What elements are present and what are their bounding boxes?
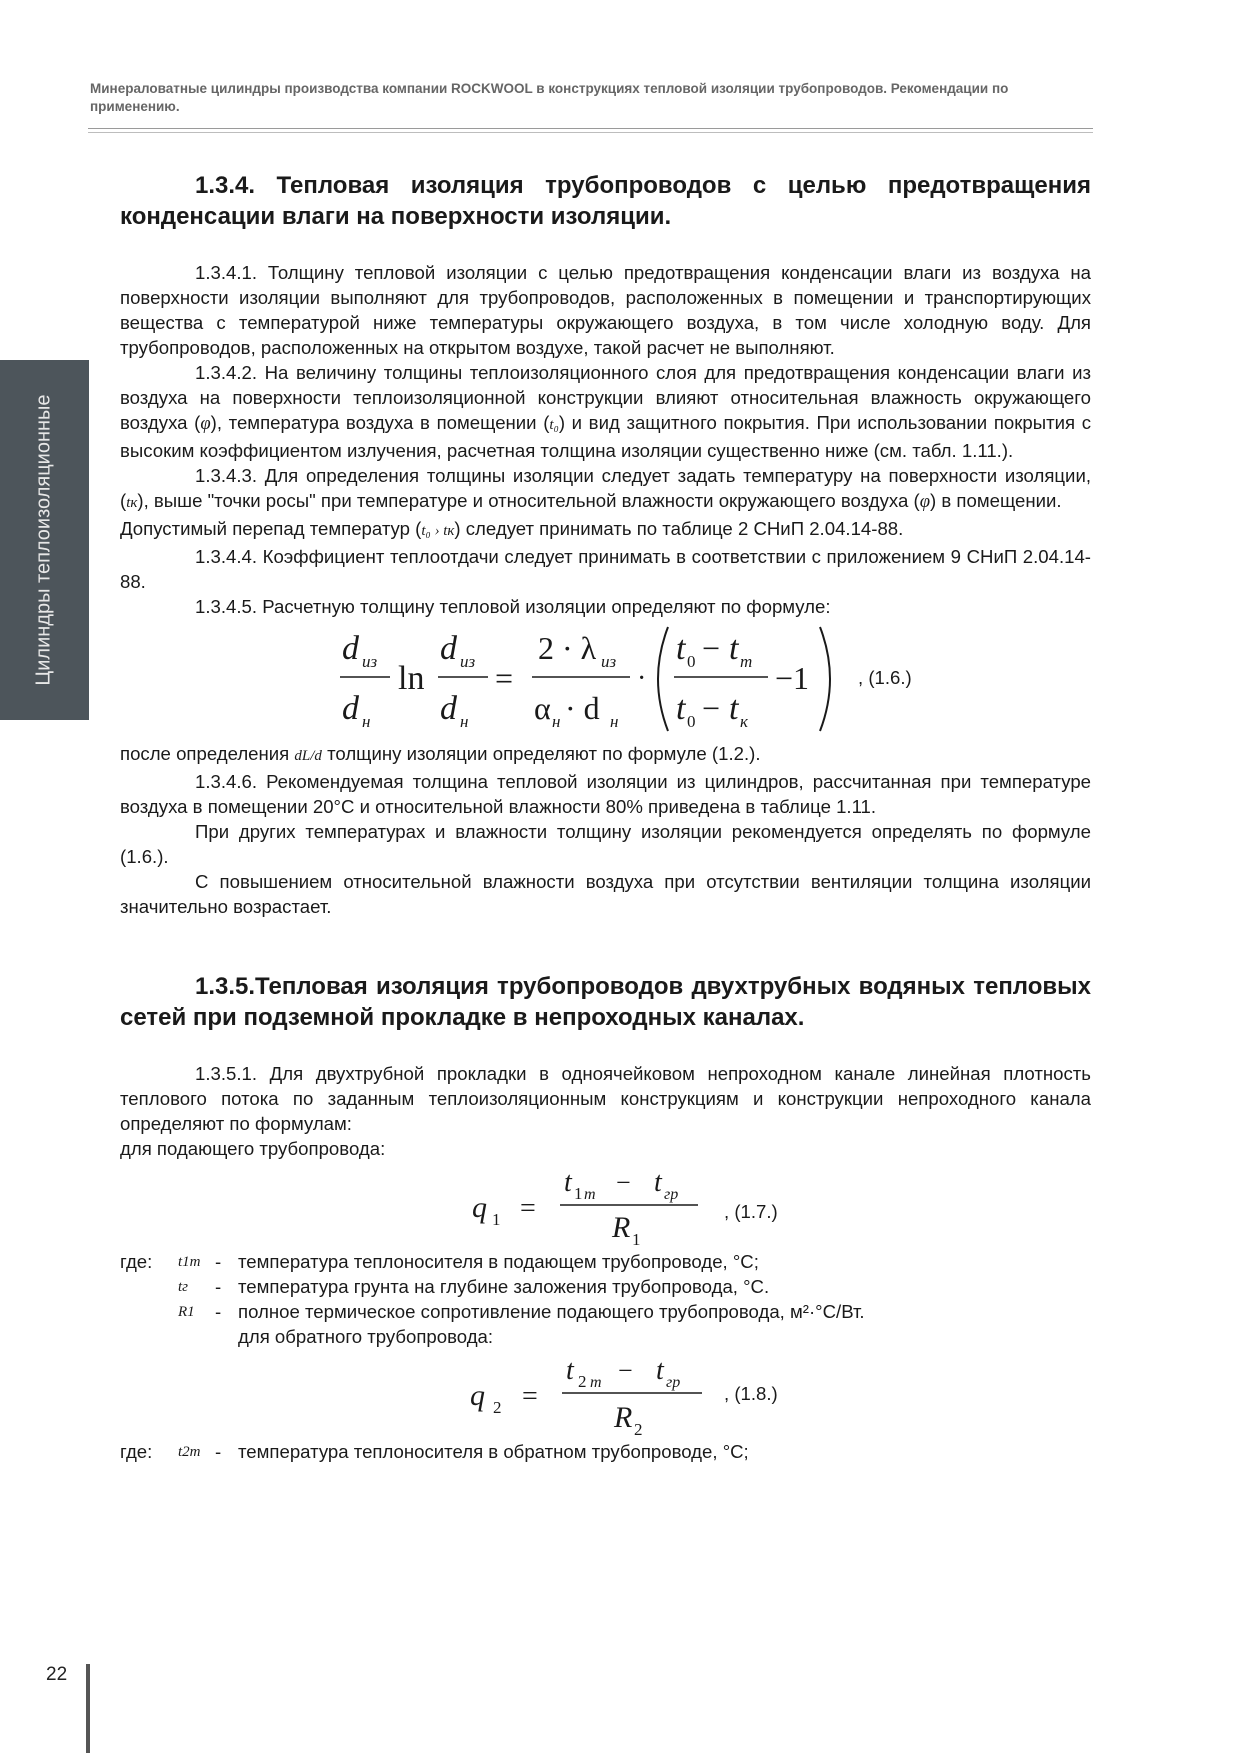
definition-row: R1 - полное термическое сопротивление подающего трубопровода, м²·°С/Вт. xyxy=(178,1301,865,1322)
svg-text:d: d xyxy=(440,690,457,727)
svg-text:гр: гр xyxy=(664,1186,679,1203)
svg-text:из: из xyxy=(460,652,476,671)
formula-1-7-graphic xyxy=(120,1161,1091,1249)
definitions-supply xyxy=(120,1249,1091,1349)
svg-text:q: q xyxy=(470,1379,485,1412)
svg-text:m: m xyxy=(590,1374,602,1391)
svg-text:1: 1 xyxy=(574,1184,583,1203)
formula-1-6 xyxy=(120,619,1091,741)
formula-1-7 xyxy=(120,1161,1091,1249)
paragraph-temperature-difference: Допустимый перепад температур (t₀ › tк) следует принимать по таблице 2 СНиП 2.04.14-88. xyxy=(120,518,904,539)
paragraph-1-3-4-1: 1.3.4.1. Толщину тепловой изоляции с целью предотвращения конденсации влаги из воздуха на поверхности изоляции выполняют для трубопроводов, расположенных в помещении и транспортирующих вещества с температурой ниже температуры окружающего воздуха, в том числе холодную воду. Для трубопроводов, расположенных на открытом воздухе, такой расчет не выполняют. xyxy=(120,262,1091,358)
svg-text:0: 0 xyxy=(687,652,696,671)
paragraph-1-3-4-5: 1.3.4.5. Расчетную толщину тепловой изоляции определяют по формуле: xyxy=(195,596,831,617)
svg-text:2 · λ: 2 · λ xyxy=(538,630,597,666)
svg-text:−: − xyxy=(702,690,721,726)
svg-text:d: d xyxy=(342,690,359,727)
svg-text:1: 1 xyxy=(492,1210,501,1229)
svg-text:−: − xyxy=(702,630,721,666)
definition-row: где: t2m - температура теплоносителя в обратном трубопроводе, °С; xyxy=(120,1441,749,1462)
header-rule xyxy=(88,128,1093,129)
page-content xyxy=(120,170,1091,1464)
svg-text:· d: · d xyxy=(565,690,600,726)
section-heading-1-3-4: 1.3.4. Тепловая изоляция трубопроводов с целью предотвращения конденсации влаги на поверхности изоляции. xyxy=(120,172,1091,230)
header-rule-thin xyxy=(88,132,1093,133)
svg-text:·: · xyxy=(637,663,647,694)
svg-text:2: 2 xyxy=(578,1372,587,1391)
formula-1-8 xyxy=(120,1349,1091,1439)
footer-bar xyxy=(86,1664,90,1753)
paragraph-supply-pipe: для подающего трубопровода: xyxy=(120,1138,386,1159)
formula-1-7-label: , (1.7.) xyxy=(724,1201,778,1222)
svg-text:d: d xyxy=(440,630,457,667)
svg-text:н: н xyxy=(610,712,619,731)
svg-text:R: R xyxy=(614,1401,633,1434)
formula-1-6-label: , (1.6.) xyxy=(858,667,912,688)
svg-text:гр: гр xyxy=(666,1374,681,1391)
svg-text:ln: ln xyxy=(398,660,425,697)
svg-text:R: R xyxy=(612,1211,631,1244)
paragraph-1-3-4-2: 1.3.4.2. На величину толщины теплоизоляционного слоя для предотвращения конденсации влаги из воздуха на поверхности теплоизоляционной конструкции влияют относительная влажность окружающего воздуха (φ), температура воздуха в помещении (t₀) и вид защитного покрытия. При использовании покрытия с высоким коэффициентом излучения, расчетная толщина изоляции существенно ниже (см. табл. 1.11.). xyxy=(120,362,1091,461)
running-header: Минераловатные цилиндры производства компании ROCKWOOL в конструкциях тепловой изоляции трубопроводов. Рекомендации по применению. xyxy=(90,81,1009,114)
svg-text:2: 2 xyxy=(493,1398,502,1417)
svg-text:=: = xyxy=(522,1381,538,1412)
svg-text:из: из xyxy=(601,652,617,671)
svg-text:н: н xyxy=(552,712,561,731)
paragraph-1-3-5-1: 1.3.5.1. Для двухтрубной прокладки в одноячейковом непроходном канале линейная плотность теплового потока по заданным теплоизоляционным конструкциям и конструкции непроходного канала определяют по формулам: xyxy=(120,1063,1091,1134)
page-number: 22 xyxy=(46,1664,68,1685)
definition-row: где: t1m - температура теплоносителя в подающем трубопроводе, °С; xyxy=(120,1251,759,1272)
side-tab-label: Цилиндры теплоизоляционные xyxy=(32,394,55,686)
paragraph-after-formula: после определения dL/d толщину изоляции определяют по формуле (1.2.). xyxy=(120,743,761,764)
svg-text:=: = xyxy=(520,1193,536,1224)
svg-text:t: t xyxy=(564,1167,572,1198)
svg-text:t: t xyxy=(729,630,739,667)
definition-row: tг - температура грунта на глубине заложения трубопровода, °С. xyxy=(178,1276,770,1297)
svg-text:н: н xyxy=(460,712,469,731)
svg-text:из: из xyxy=(362,652,378,671)
paragraph-1-3-4-3: 1.3.4.3. Для определения толщины изоляции следует задать температуру на поверхности изоляции, (tк), выше "точки росы" при температуре и относительной влажности окружающего воздуха (φ) в помещении. xyxy=(120,465,1091,512)
svg-text:t: t xyxy=(676,630,686,667)
svg-text:m: m xyxy=(740,652,753,671)
svg-text:α: α xyxy=(534,690,551,726)
paragraph-humidity: С повышением относительной влажности воздуха при отсутствии вентиляции толщина изоляции значительно возрастает. xyxy=(120,871,1091,917)
svg-text:=: = xyxy=(495,660,514,696)
svg-text:2: 2 xyxy=(634,1420,643,1439)
svg-text:t: t xyxy=(676,690,686,727)
side-chapter-tab xyxy=(0,360,89,720)
formula-1-8-label: , (1.8.) xyxy=(724,1383,778,1404)
paragraph-other-temperatures: При других температурах и влажности толщину изоляции рекомендуется определять по формуле (1.6.). xyxy=(120,821,1091,867)
formula-1-6-graphic xyxy=(120,619,1091,741)
svg-text:0: 0 xyxy=(687,712,696,731)
svg-text:m: m xyxy=(584,1186,596,1203)
section-heading-1-3-5: 1.3.5.Тепловая изоляция трубопроводов двухтрубных водяных тепловых сетей при подземной прокладке в непроходных каналах. xyxy=(120,973,1091,1031)
svg-text:q: q xyxy=(472,1191,487,1224)
svg-text:−1: −1 xyxy=(775,660,810,696)
svg-text:t: t xyxy=(654,1167,662,1198)
svg-text:t: t xyxy=(729,690,739,727)
svg-text:t: t xyxy=(566,1355,574,1386)
svg-text:к: к xyxy=(740,712,748,731)
svg-text:d: d xyxy=(342,630,359,667)
definitions-return xyxy=(120,1439,1091,1464)
svg-text:1: 1 xyxy=(632,1230,641,1249)
paragraph-1-3-4-6: 1.3.4.6. Рекомендуемая толщина тепловой изоляции из цилиндров, рассчитанная при температуре воздуха в помещении 20°С и относительной влажности 80% приведена в таблице 1.11. xyxy=(120,771,1091,817)
svg-text:t: t xyxy=(656,1355,664,1386)
svg-text:−: − xyxy=(618,1356,633,1385)
definition-row: для обратного трубопровода: xyxy=(238,1326,494,1347)
paragraph-1-3-4-4: 1.3.4.4. Коэффициент теплоотдачи следует принимать в соответствии с приложением 9 СНиП 2.04.14-88. xyxy=(120,546,1091,592)
formula-1-8-graphic xyxy=(120,1349,1091,1439)
svg-text:н: н xyxy=(362,712,371,731)
svg-text:−: − xyxy=(616,1168,631,1197)
